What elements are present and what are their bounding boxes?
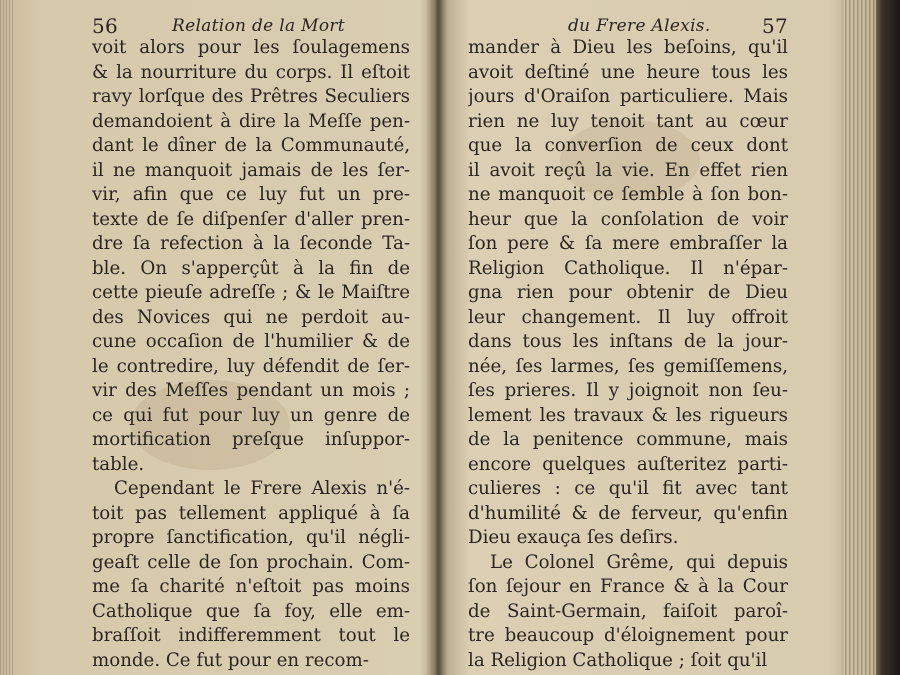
right-page [468,0,788,675]
text-line: toit pas tellement appliqué à ſa [92,502,410,524]
text-line: dant le dîner de la Communauté, [92,135,410,156]
text-line: ſon ſejour en France & à la Cour [468,576,788,597]
text-line: le contredire, luy défendit de ſer- [92,355,410,377]
text-line: ne manquoit ce ſemble à ſon bon- [468,184,788,205]
text-line: vir, afin que ce luy fut un pre- [92,184,410,205]
text-line: dans tous les inſtans de la jour- [468,331,788,352]
text-line: dre ſa refection à la ſeconde Ta- [92,233,410,254]
text-line: née, ſes larmes, ſes gemiſſemens, [468,355,788,377]
text-line: encore quelques auſteritez parti- [468,453,788,475]
text-line: & la nourriture du corps. Il eſtoit [92,61,410,83]
text-line: ravy lorſque des Prêtres Seculiers [92,86,410,107]
text-line: vir des Meſſes pendant un mois ; [92,380,410,401]
text-line: Dieu exauça ſes deſirs. [468,527,679,548]
book-gutter [426,0,448,675]
text-line: mander à Dieu les beſoins, qu'il [468,37,788,58]
text-line: cune occaſion de l'humilier & de [92,331,410,352]
text-line: gna rien pour obtenir de Dieu [468,282,788,303]
page-edges-left [0,0,14,675]
text-line: me ſa charité n'eſtoit pas moins [92,576,410,597]
running-title: du Frere Alexis. [568,16,711,36]
text-line: que la converſion de ceux dont [468,135,788,156]
text-line: mortification preſque inſuppor- [92,429,410,450]
text-line: tre beaucoup d'éloignement pour [468,625,788,646]
text-line: texte de ſe diſpenſer d'aller pren- [92,208,410,230]
text-line: de Saint-Germain, faiſoit paroî- [468,600,788,622]
text-line: Le Colonel Grême, qui depuis [490,551,788,573]
text-line: des Novices qui ne perdoit au- [92,306,410,328]
text-line: jours d'Oraiſon particuliere. Mais [468,86,788,107]
text-line: Cependant le Frere Alexis n'é- [114,478,410,499]
text-line: propre ſanctification, qu'il négli- [92,527,410,548]
text-line: il avoit reçû la vie. En effet rien [468,159,788,181]
right-running-head [468,10,788,42]
page-edges-right [842,0,876,675]
text-line: d'humilité & de ferveur, qu'enfin [468,502,788,524]
text-line: leur changement. Il luy offroit [468,306,788,328]
text-line: avoit deſtiné une heure tous les [468,61,788,83]
right-page-text [468,36,788,673]
page-number: 56 [92,14,119,38]
text-line: geaſt celle de ſon prochain. Com- [92,551,410,573]
text-line: cette pieuſe adreſſe ; & le Maiſtre [92,282,410,303]
left-page-text [92,36,410,673]
text-line: demandoient à dire la Meſſe pen- [92,110,410,132]
text-line: braſſoit indifferemment tout le [92,625,410,646]
text-line: ſes prieres. Il y joignoit non ſeu- [468,380,788,401]
text-line: rien ne luy tenoit tant au cœur [468,110,788,132]
text-line: culieres : ce qu'il fit avec tant [468,478,788,499]
text-line: Catholique que ſa foy, elle em- [92,600,410,622]
text-line: ble. On s'apperçût à la fin de [92,257,410,279]
text-line: ſon pere & ſa mere embraſſer la [468,233,788,254]
left-running-head [92,10,410,42]
text-line: Religion Catholique. Il n'épar- [468,257,788,279]
text-line: table. [92,453,145,475]
text-line: monde. Ce fut pour en recom- [92,649,369,671]
text-line: de la penitence commune, mais [468,429,788,450]
text-line: ce qui fut pour luy un genre de [92,404,410,426]
text-line: la Religion Catholique ; ſoit qu'il [468,649,768,671]
left-page [92,0,410,675]
text-line: lement les travaux & les rigueurs [468,404,788,426]
text-line: voit alors pour les ſoulagemens [92,37,410,58]
page-number: 57 [761,14,788,38]
running-title: Relation de la Mort [172,16,345,36]
text-line: heur que la conſolation de voir [468,208,788,230]
text-line: il ne manquoit jamais de les ſer- [92,159,410,181]
